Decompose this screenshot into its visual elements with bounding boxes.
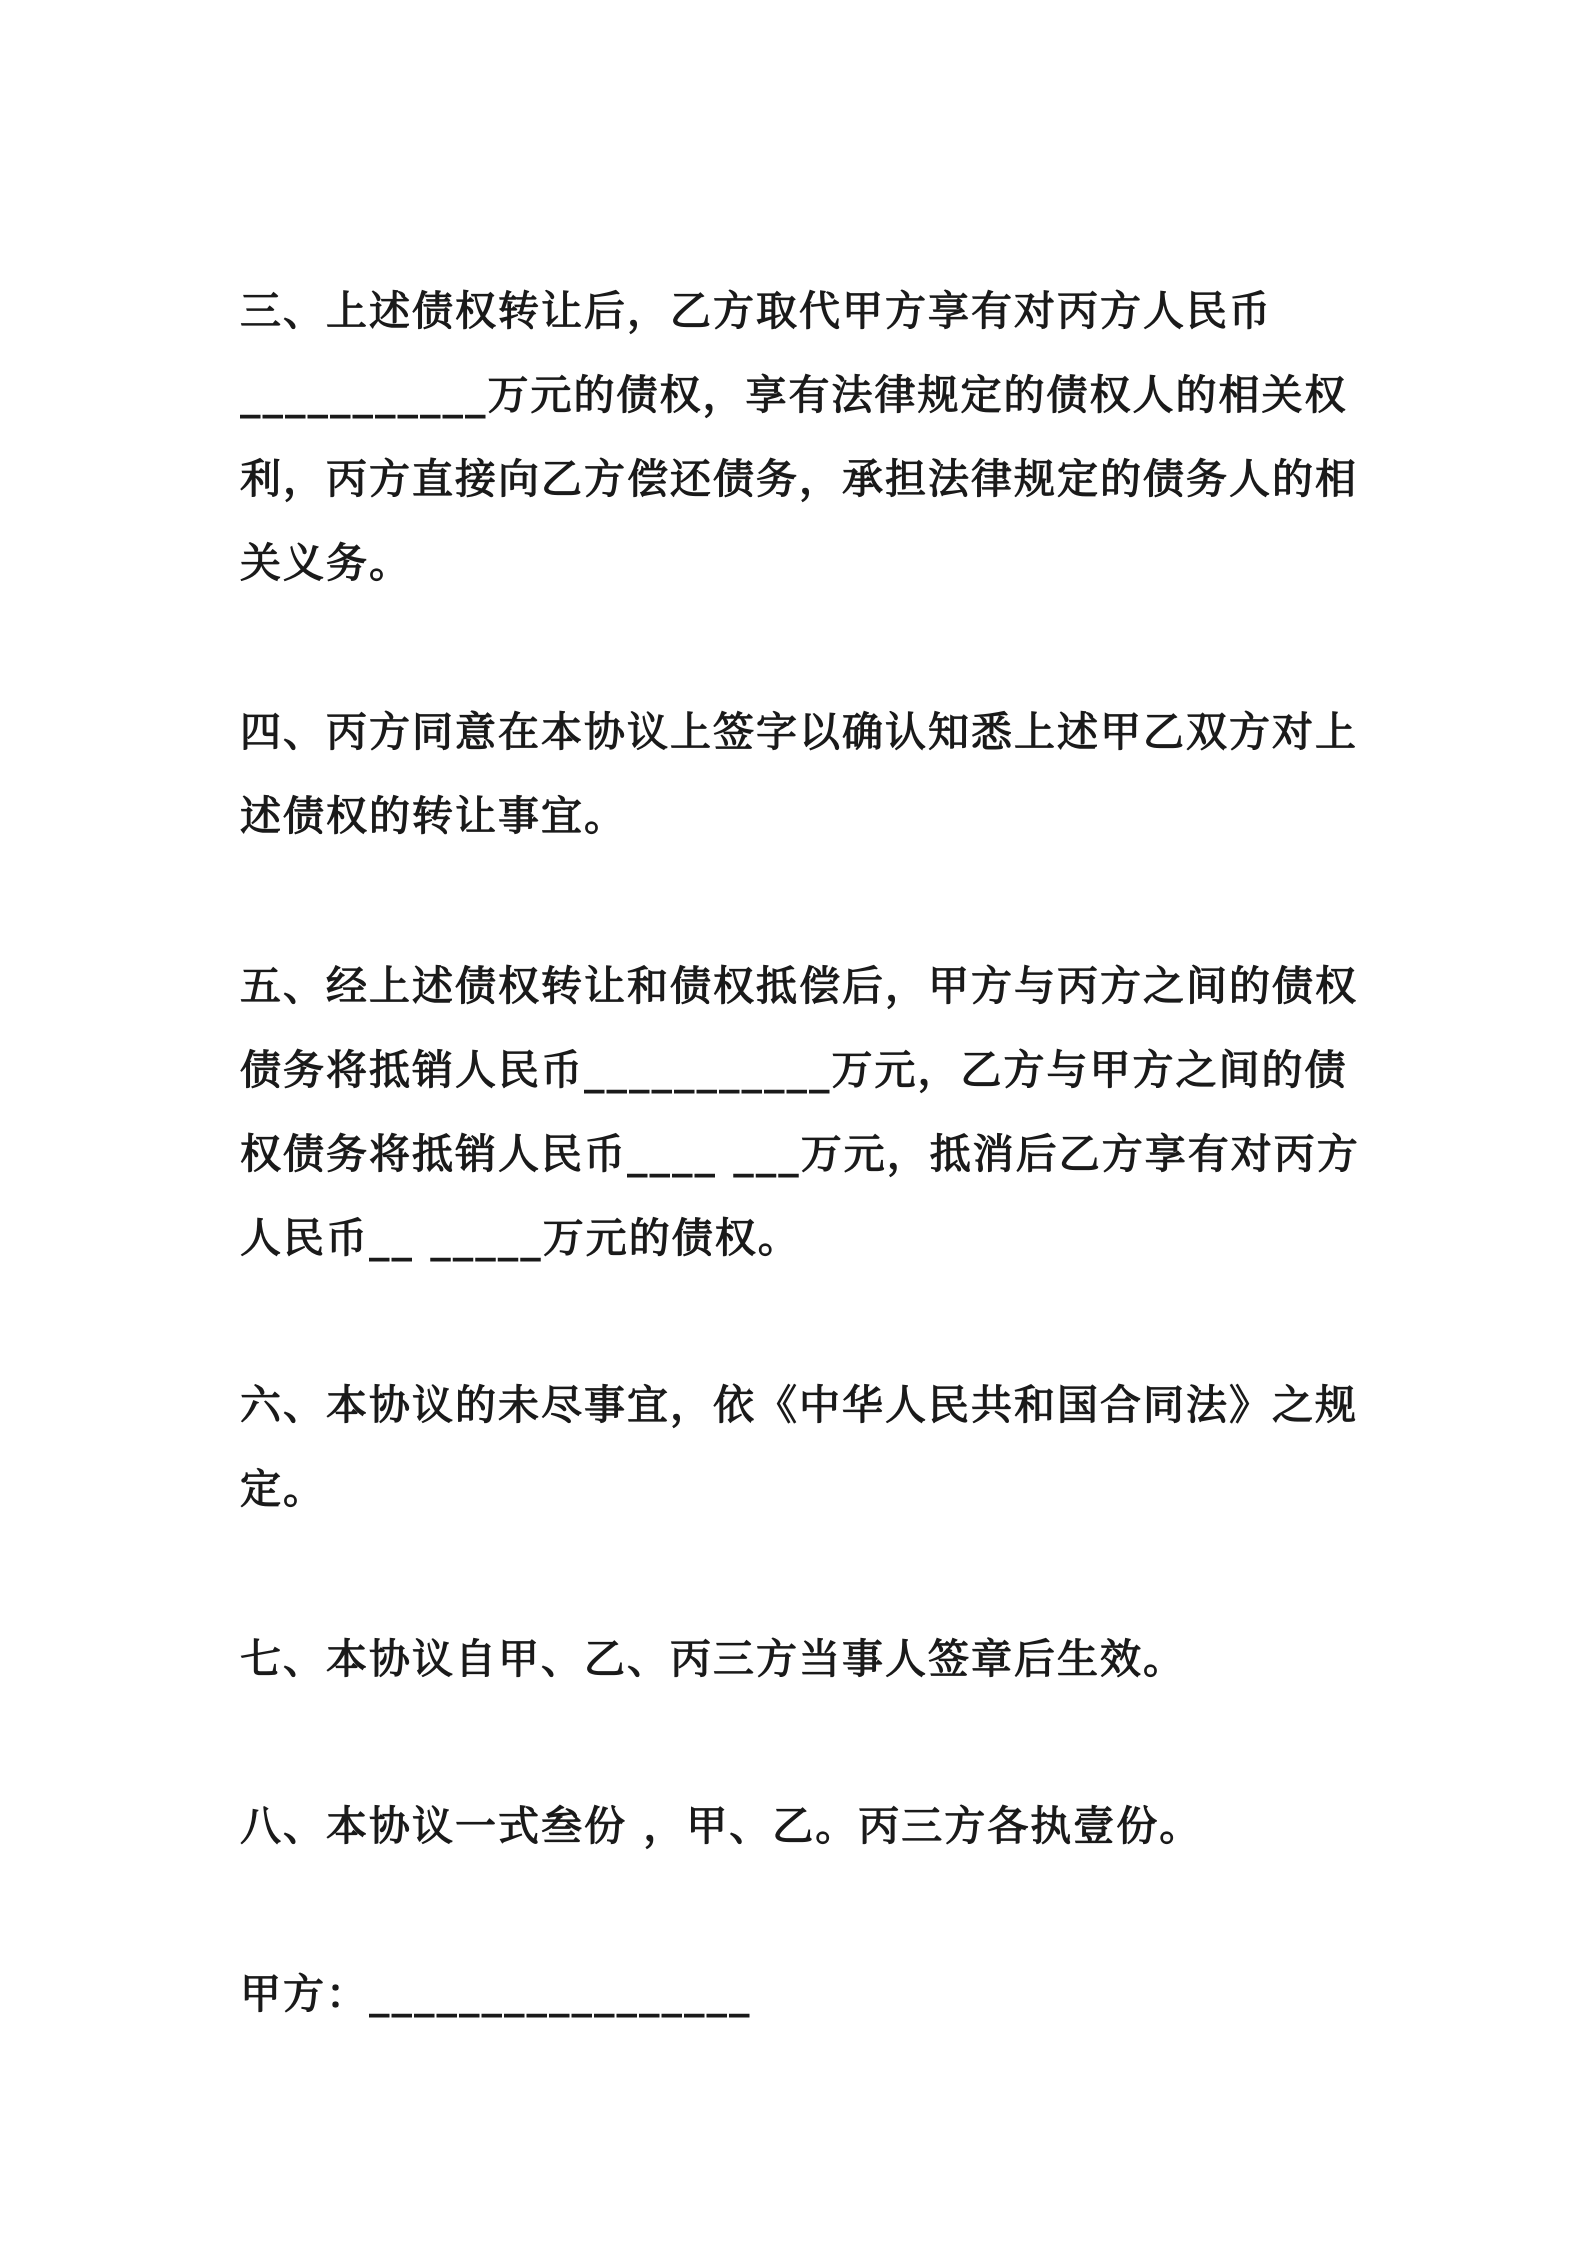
- clause-7-line-1: 七、本协议自甲、乙、丙三方当事人签章后生效。: [240, 1635, 1186, 1683]
- clause-5-line-3: 权债务将抵销人民币____ ___万元，抵消后乙方享有对丙方: [240, 1130, 1360, 1178]
- clause-8: [240, 1784, 1360, 1868]
- clause-3: [240, 269, 1360, 605]
- clause-6-line-2: 定。: [240, 1465, 326, 1513]
- party-a-signature-line: 甲方：_________________: [240, 1970, 752, 2018]
- clause-5-line-4: 人民币__ _____万元的债权。: [240, 1214, 801, 1262]
- clause-5-line-2: 债务将抵销人民币___________万元，乙方与甲方之间的债: [240, 1046, 1348, 1094]
- clause-3-line-3: 利，丙方直接向乙方偿还债务，承担法律规定的债务人的相: [240, 455, 1358, 503]
- clause-6: [240, 1363, 1360, 1531]
- clause-5-line-1: 五、经上述债权转让和债权抵偿后，甲方与丙方之间的债权: [240, 962, 1358, 1010]
- clause-4-line-2: 述债权的转让事宜。: [240, 792, 627, 840]
- signature-party-a: [240, 1952, 1360, 2036]
- clause-7: [240, 1617, 1360, 1701]
- clause-4: [240, 690, 1360, 858]
- clause-3-line-1: 三、上述债权转让后，乙方取代甲方享有对丙方人民币: [240, 287, 1272, 335]
- clause-8-line-1: 八、本协议一式叁份 ，甲、乙。丙三方各执壹份。: [240, 1802, 1203, 1850]
- clause-4-line-1: 四、丙方同意在本协议上签字以确认知悉上述甲乙双方对上: [240, 708, 1358, 756]
- clause-6-line-1: 六、本协议的未尽事宜，依《中华人民共和国合同法》之规: [240, 1381, 1358, 1429]
- clause-3-line-4: 关义务。: [240, 539, 412, 587]
- clause-5: [240, 944, 1360, 1280]
- clause-3-line-2: ___________万元的债权，享有法律规定的债权人的相关权: [240, 371, 1348, 419]
